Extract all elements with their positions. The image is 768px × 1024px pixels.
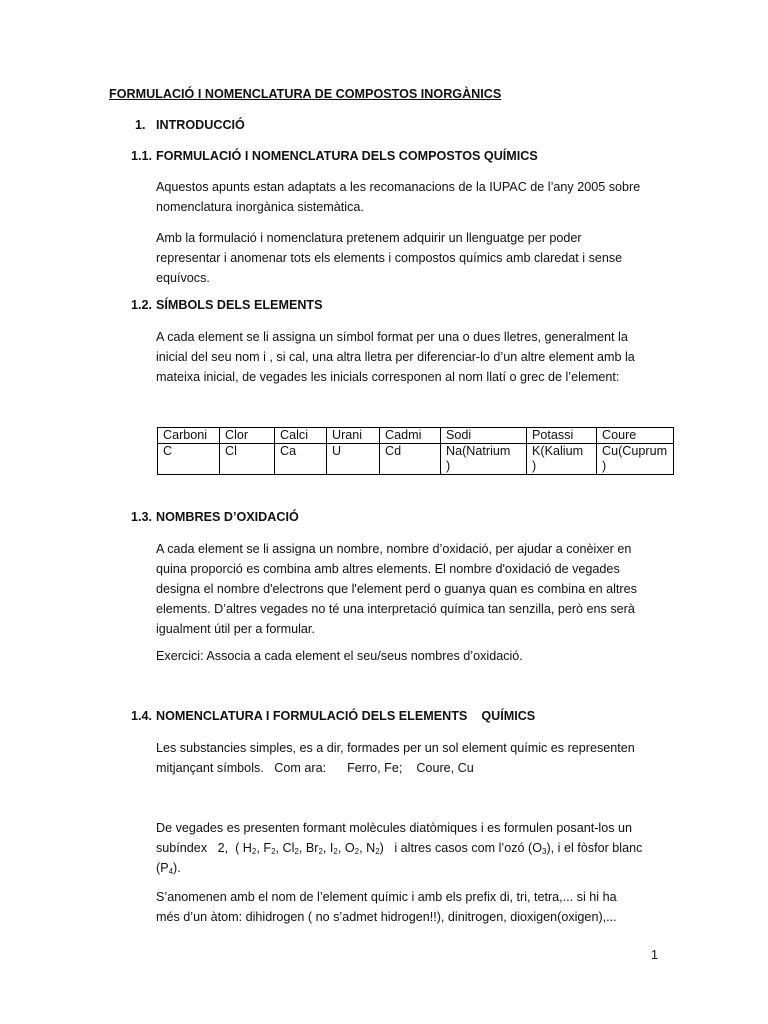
section-heading-1-1: FORMULACIÓ I NOMENCLATURA DELS COMPOSTOS QUÍMICS [156,149,538,163]
page-number: 1 [651,948,659,962]
section-number-1: 1. [135,118,146,132]
text-fragment: subíndex 2, ( H [156,841,252,855]
text-fragment: , I [322,841,334,855]
table-cell: Calci [275,428,327,444]
section-number-1-1: 1.1. [131,149,153,163]
subscript: 2 [271,847,276,856]
text-line [156,838,668,858]
text-line: més d’un àtom: dihidrogen ( no s’admet hidrogen!!), dinitrogen, dioxigen(oxigen),... [156,910,617,924]
page-title: FORMULACIÓ I NOMENCLATURA DE COMPOSTOS INORGÀNICS [109,87,502,101]
text-fragment: ). [173,861,181,875]
subscript: 4 [168,867,174,876]
table-cell: Cu(Cuprum ) [597,444,674,475]
table-cell: Cadmi [380,428,441,444]
section-number-1-2: 1.2. [131,298,153,312]
paragraph-oxidation [156,539,668,639]
text-fragment: , Br [298,841,319,855]
text-line: De vegades es presenten formant molècules diatòmiques i es formulen posant-los un [156,821,633,835]
table-cell: K(Kalium ) [527,444,597,475]
section-number-1-4: 1.4. [131,709,153,723]
text-line: Les substancies simples, es a dir, formades per un sol element químic es representen [156,741,635,755]
table-cell: Urani [327,428,380,444]
table-cell: Coure [597,428,674,444]
subscript: 2 [375,847,380,856]
section-heading-1-3: NOMBRES D’OXIDACIÓ [156,510,299,524]
text-fragment: , N [359,841,376,855]
table-row [158,428,674,444]
text-line: quina proporció es combina amb altres elements. El nombre d'oxidació de vegades [156,562,620,576]
text-fragment: (P [156,861,169,875]
exercise-text [156,646,668,666]
text-line: S’anomenen amb el nom de l’element químic i amb els prefix di, tri, tetra,... si hi ha [156,890,617,904]
paragraph-iupac [156,177,668,217]
table-cell: Ca [275,444,327,475]
paragraph-language [156,228,668,288]
text-line: mitjançant símbols. Com ara: Ferro, Fe; Coure, Cu [156,761,474,775]
text-line: inicial del seu nom i , si cal, una altra lletra per diferenciar-lo d’un altre element amb la [156,350,635,364]
text-fragment: ), i el fòsfor blanc [546,841,643,855]
paragraph-diatomic [156,818,668,878]
table-cell: Potassi [527,428,597,444]
section-heading-1-2: SÍMBOLS DELS ELEMENTS [156,298,323,312]
table-cell: Na(Natrium ) [441,444,527,475]
table-cell: Carboni [158,428,220,444]
text-fragment: , F [256,841,272,855]
table-cell: Clor [220,428,275,444]
text-line: Exercici: Associa a cada element el seu/seus nombres d’oxidació. [156,649,523,663]
text-line: designa el nombre d'electrons que l'element perd o guanya quan es combina en altres [156,582,637,596]
table-cell: Cd [380,444,441,475]
text-line: A cada element se li assigna un símbol format per una o dues lletres, generalment la [156,330,628,344]
text-line [156,858,668,878]
subscript: 2 [294,847,299,856]
text-fragment: , Cl [275,841,295,855]
subscript: 2 [318,847,323,856]
paragraph-simple-substances [156,738,668,778]
paragraph-symbols [156,327,668,387]
subscript: 3 [542,847,547,856]
text-line: mateixa inicial, de vegades les inicials corresponen al nom llatí o grec de l’element: [156,370,620,384]
section-heading-1: INTRODUCCIÓ [156,118,245,132]
subscript: 2 [333,847,338,856]
elements-table [157,427,674,475]
text-fragment: ) i altres casos com l’ozó (O [379,841,543,855]
text-fragment: , O [337,841,355,855]
text-line: equívocs. [156,271,210,285]
text-line: elements. D’altres vegades no té una interpretació química tan senzilla, però ens serà [156,602,635,616]
section-number-1-3: 1.3. [131,510,153,524]
subscript: 2 [354,847,360,856]
paragraph-naming [156,887,668,927]
table-cell: Sodi [441,428,527,444]
table-cell: U [327,444,380,475]
text-line: nomenclatura inorgànica sistemàtica. [156,200,364,214]
table-row [158,444,674,475]
text-line: representar i anomenar tots els elements i compostos químics amb claredat i sense [156,251,623,265]
section-heading-1-4: NOMENCLATURA I FORMULACIÓ DELS ELEMENTS QUÍMICS [156,709,536,723]
text-line: A cada element se li assigna un nombre, nombre d’oxidació, per ajudar a conèixer en [156,542,632,556]
table-cell: Cl [220,444,275,475]
text-line: Aquestos apunts estan adaptats a les recomanacions de la IUPAC de l’any 2005 sobre [156,180,641,194]
text-line: Amb la formulació i nomenclatura pretenem adquirir un llenguatge per poder [156,231,582,245]
text-line: igualment útil per a formular. [156,622,315,636]
table-cell: C [158,444,220,475]
subscript: 2 [251,847,257,856]
